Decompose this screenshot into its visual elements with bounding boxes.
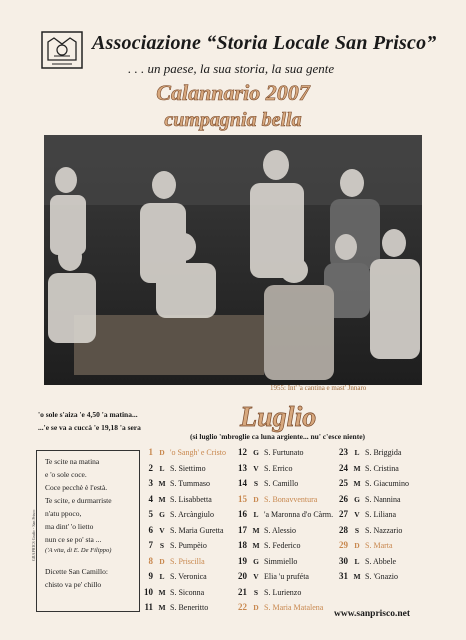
day-number: 1 <box>148 447 153 457</box>
poem-line: ma dint' 'o lietto <box>45 522 94 531</box>
day-row <box>335 463 409 479</box>
day-row <box>335 525 409 541</box>
weekday-letter: M <box>353 572 361 581</box>
association-title: Associazione “Storia Locale San Prisco” <box>92 32 437 54</box>
day-number: 3 <box>148 478 153 488</box>
crest-logo <box>40 30 84 70</box>
weekday-letter: S <box>159 541 165 550</box>
days-column-1 <box>140 447 226 618</box>
poem-line: Coce pecchè è l'està. <box>45 483 108 492</box>
saint-name: S. Nazzario <box>365 525 403 535</box>
saint-name: S. Bonavventura <box>264 494 318 504</box>
day-number: 13 <box>238 462 247 473</box>
day-number: 4 <box>148 493 153 504</box>
weekday-letter: G <box>159 510 165 519</box>
days-column-3 <box>335 447 409 587</box>
weekday-letter: D <box>354 541 360 550</box>
day-number: 5 <box>148 509 153 519</box>
saint-name: S. Camillo <box>264 479 299 488</box>
saint-name: Elia 'u pruféta <box>264 572 309 581</box>
day-number: 21 <box>238 586 247 597</box>
day-row <box>140 587 226 603</box>
day-row <box>335 447 409 463</box>
saint-name: 'o Sangh' e Cristo <box>170 448 226 457</box>
weekday-letter: M <box>252 525 260 535</box>
month-proverb: (si luglio 'mbroglie ca luna argiente... nu' c'esce niente) <box>190 432 366 441</box>
weekday-letter: L <box>354 448 360 457</box>
saint-name: S. Priscilla <box>170 556 205 566</box>
historic-photo <box>44 135 422 385</box>
weekday-letter: G <box>253 556 259 566</box>
saint-name: S. Abbele <box>365 556 397 566</box>
sunset-text: ...'e se va a cuccà 'e 19,18 'a sera <box>38 423 141 432</box>
day-number: 12 <box>238 447 247 457</box>
saint-name: Simmiello <box>264 556 298 566</box>
day-row <box>140 540 226 556</box>
saint-name: S. Maria Matalena <box>264 603 324 612</box>
weekday-letter: M <box>353 463 361 473</box>
weekday-letter: M <box>158 587 166 597</box>
day-number: 7 <box>148 540 153 550</box>
day-row <box>335 494 409 510</box>
weekday-letter: S <box>253 587 259 597</box>
saint-name: S. Tummaso <box>170 479 211 488</box>
day-row <box>335 571 409 587</box>
weekday-letter: D <box>253 494 259 504</box>
day-number: 17 <box>238 524 247 535</box>
saying-line: chisto va pe' chillo <box>45 580 102 589</box>
day-row <box>140 494 226 510</box>
day-number: 22 <box>238 602 247 612</box>
day-number: 19 <box>238 555 247 566</box>
weekday-letter: L <box>159 572 165 581</box>
poem-line: e 'o sole coce. <box>45 470 87 479</box>
poem-line: Te scite na matina <box>45 457 100 466</box>
weekday-letter: S <box>253 479 259 488</box>
day-row <box>234 478 333 494</box>
saint-name: S. Errico <box>264 463 293 473</box>
weekday-letter: M <box>252 541 260 550</box>
day-number: 14 <box>238 478 247 488</box>
day-number: 23 <box>339 447 348 457</box>
day-row <box>234 463 333 479</box>
saint-name: S. Federico <box>264 541 301 550</box>
saint-name: S. Giacumino <box>365 479 409 488</box>
day-row <box>140 525 226 541</box>
day-number: 26 <box>339 493 348 504</box>
day-row <box>234 494 333 510</box>
motto: cumpagnia bella <box>164 109 302 131</box>
day-number: 6 <box>148 524 153 535</box>
day-row <box>335 478 409 494</box>
weekday-letter: G <box>253 448 259 457</box>
weekday-letter: V <box>253 463 259 473</box>
weekday-letter: M <box>158 603 166 612</box>
weekday-letter: L <box>159 463 165 473</box>
weekday-letter: D <box>159 556 165 566</box>
day-row <box>140 447 226 463</box>
poem-line: nun ce se po' sta ... <box>45 535 102 544</box>
day-number: 8 <box>148 555 153 566</box>
saint-name: S. Liliana <box>365 510 397 519</box>
sunrise-text: 'o sole s'aiza 'e 4,50 'a matina... <box>38 410 138 419</box>
saint-name: S. Beneritto <box>170 603 209 612</box>
day-row <box>140 509 226 525</box>
weekday-letter: M <box>158 494 166 504</box>
day-row <box>234 587 333 603</box>
weekday-letter: L <box>354 556 360 566</box>
day-number: 31 <box>339 571 348 581</box>
day-row <box>335 556 409 572</box>
day-row <box>234 540 333 556</box>
saint-name: S. Briggida <box>365 448 402 457</box>
saint-name: S. Lurienzo <box>264 587 302 597</box>
saint-name: S. Maria Guretta <box>170 525 224 535</box>
website-link[interactable]: www.sanprisco.net <box>334 609 411 619</box>
graphics-credit: GRAPHICS Grafic - San Prisco <box>31 509 36 561</box>
days-column-2 <box>234 447 333 618</box>
day-row <box>234 447 333 463</box>
photo-caption: 1955: Int' 'a cantina e mast' Jnnaro <box>270 384 367 392</box>
weekday-letter: M <box>353 479 361 488</box>
poem-line: Te scite, e durmarriste <box>45 496 112 505</box>
day-row <box>140 602 226 618</box>
saint-name: S. Siettimo <box>170 463 206 473</box>
saint-name: S. Siconna <box>170 587 205 597</box>
day-row <box>140 463 226 479</box>
saint-name: S. 'Gnazio <box>365 572 398 581</box>
month-name: Luglio <box>240 402 317 433</box>
weekday-letter: D <box>159 448 165 457</box>
day-number: 15 <box>238 493 247 504</box>
day-number: 2 <box>148 462 153 473</box>
weekday-letter: V <box>354 510 360 519</box>
saint-name: S. Cristina <box>365 463 399 473</box>
day-number: 29 <box>339 540 348 550</box>
day-number: 20 <box>238 571 247 581</box>
day-number: 28 <box>339 524 348 535</box>
day-row <box>140 571 226 587</box>
day-row <box>234 602 333 618</box>
saint-name: S. Furtunato <box>264 448 304 457</box>
saint-name: S. Lisabbetta <box>170 494 212 504</box>
day-row <box>140 478 226 494</box>
day-row <box>335 509 409 525</box>
day-row <box>234 509 333 525</box>
day-number: 10 <box>144 586 153 597</box>
saint-name: 'a Maronna d'o Càrm. <box>264 510 334 519</box>
day-number: 18 <box>238 540 247 550</box>
poem-box <box>31 450 140 612</box>
day-number: 30 <box>339 555 348 566</box>
weekday-letter: M <box>158 479 166 488</box>
tagline: . . . un paese, la sua storia, la sua gente <box>128 61 335 76</box>
saint-name: S. Alessio <box>264 525 297 535</box>
poem-line: n'atu ppoco, <box>45 509 82 518</box>
day-number: 24 <box>339 462 348 473</box>
day-number: 16 <box>238 509 247 519</box>
weekday-letter: S <box>354 525 360 535</box>
saint-name: S. Arcàngiulo <box>170 510 214 519</box>
day-row <box>234 556 333 572</box>
day-number: 27 <box>339 509 348 519</box>
weekday-letter: V <box>159 525 165 535</box>
saying-line: Dicette San Camillo: <box>45 567 108 576</box>
day-number: 25 <box>339 478 348 488</box>
saint-name: S. Nannina <box>365 494 401 504</box>
weekday-letter: D <box>253 603 259 612</box>
poem-source: ('A vita, di E. De Filippo) <box>45 547 112 554</box>
day-row <box>140 556 226 572</box>
weekday-letter: G <box>354 494 360 504</box>
day-row <box>234 571 333 587</box>
saint-name: S. Marta <box>365 541 393 550</box>
calendar-title: Calannario 2007 <box>156 80 310 105</box>
saint-name: S. Veronica <box>170 572 207 581</box>
day-number: 11 <box>144 602 153 612</box>
weekday-letter: L <box>253 510 259 519</box>
day-row <box>335 540 409 556</box>
saint-name: S. Pumpèio <box>170 541 207 550</box>
weekday-letter: V <box>253 572 259 581</box>
day-row <box>234 525 333 541</box>
day-number: 9 <box>148 571 153 581</box>
